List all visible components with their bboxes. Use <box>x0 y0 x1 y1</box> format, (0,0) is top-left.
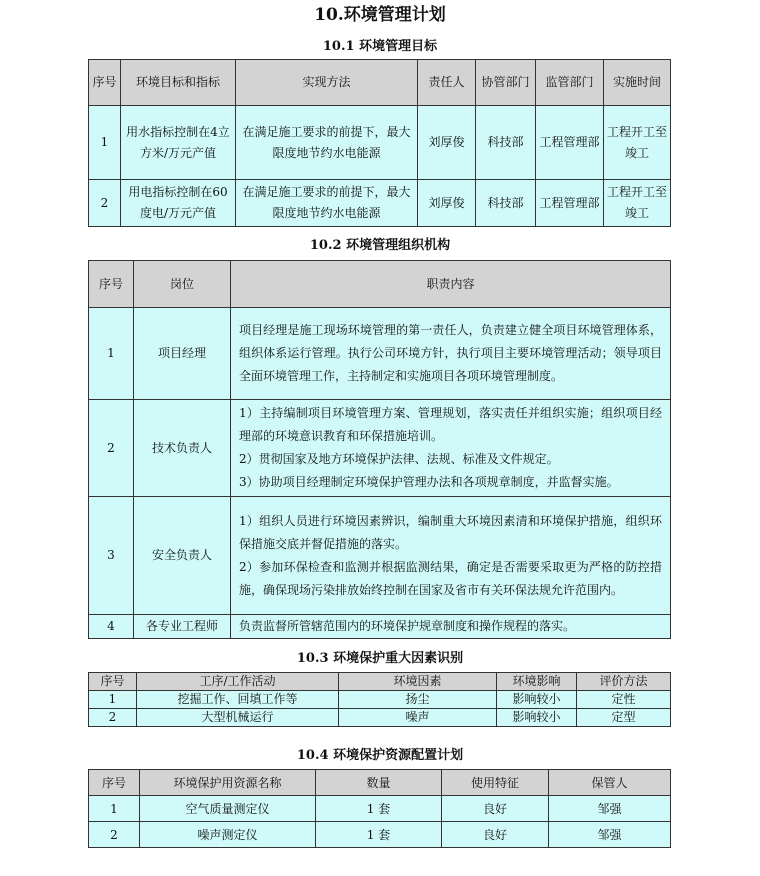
duty-text: 1）组织人员进行环境因素辨识，编制重大环境因素清和环境保护措施，组织环保措施交底并督促措施的落实。 <box>239 513 662 551</box>
resource-name-cell: 噪声测定仪 <box>140 822 316 848</box>
method-cell: 在满足施工要求的前提下，最大限度地节约水电能源 <box>236 106 418 180</box>
table-row <box>89 180 671 227</box>
target-cell: 用电指标控制在60度电/万元产值 <box>121 180 236 227</box>
header-cell: 保管人 <box>549 770 671 796</box>
keeper-cell: 邹强 <box>549 796 671 822</box>
post-cell: 技术负责人 <box>134 400 231 497</box>
header-cell: 岗位 <box>134 261 231 308</box>
duty-cell <box>231 497 671 615</box>
time-cell: 工程开工至竣工 <box>604 180 671 227</box>
duty-text: 2）贯彻国家及地方环境保护法律、法规、标准及文件规定。 <box>239 452 559 466</box>
impact-cell: 影响较小 <box>497 709 577 727</box>
environment-factors-table <box>88 672 671 727</box>
post-cell: 各专业工程师 <box>134 615 231 639</box>
duty-text: 1）主持编制项目环境管理方案、管理规划，落实责任并组织实施；组织项目经理部的环境意识教育和环保措施培训。 <box>239 406 662 443</box>
table-row <box>89 796 671 822</box>
section-heading-10-2: 10.2 环境管理组织机构 <box>309 238 451 253</box>
header-cell: 环境目标和指标 <box>121 60 236 106</box>
owner-cell: 刘厚俊 <box>418 180 476 227</box>
row-number: 1 <box>89 796 140 822</box>
table-row <box>89 691 671 709</box>
header-cell: 协管部门 <box>476 60 536 106</box>
section-heading-10-3: 10.3 环境保护重大因素识别 <box>296 651 464 666</box>
duty-cell <box>231 400 671 497</box>
duty-text: 3）协助项目经理制定环境保护管理办法和各项规章制度，并监督实施。 <box>239 475 619 489</box>
duty-text: 2）参加环保检查和监测并根据监测结果，确定是否需要采取更为严格的防控措施，确保现场污染排放始终控制在国家及省市有关环保法规允许范围内。 <box>239 559 662 597</box>
table-row <box>89 308 671 400</box>
table-row <box>89 106 671 180</box>
section-heading-10-1: 10.1 环境管理目标 <box>322 39 438 54</box>
impact-cell: 影响较小 <box>497 691 577 709</box>
owner-cell: 刘厚俊 <box>418 106 476 180</box>
header-cell: 环境保护用资源名称 <box>140 770 316 796</box>
header-cell: 使用特征 <box>442 770 549 796</box>
header-cell: 序号 <box>89 261 134 308</box>
supervise-dept-cell: 工程管理部 <box>536 180 604 227</box>
row-number: 4 <box>89 615 134 639</box>
duty-cell <box>231 615 671 639</box>
header-cell: 环境影响 <box>497 673 577 691</box>
row-number: 1 <box>89 308 134 400</box>
assist-dept-cell: 科技部 <box>476 106 536 180</box>
header-cell: 序号 <box>89 673 137 691</box>
organization-table <box>88 260 671 639</box>
table-row <box>89 615 671 639</box>
activity-cell: 挖掘工作、回填工作等 <box>137 691 339 709</box>
duty-text: 项目经理是施工现场环境管理的第一责任人，负责建立健全项目环境管理体系，组织体系运行管理。执行公司环境方针，执行项目主要环境管理活动；领导项目全面环境管理工作，主持制定和实施项目各项环境管理制度。 <box>239 323 662 383</box>
factor-cell: 扬尘 <box>339 691 497 709</box>
duty-cell <box>231 308 671 400</box>
header-cell: 序号 <box>89 60 121 106</box>
header-cell: 数量 <box>316 770 442 796</box>
header-cell: 监管部门 <box>536 60 604 106</box>
feature-cell: 良好 <box>442 822 549 848</box>
row-number: 1 <box>89 106 121 180</box>
row-number: 2 <box>89 180 121 227</box>
table-row <box>89 822 671 848</box>
post-cell: 安全负责人 <box>134 497 231 615</box>
row-number: 2 <box>89 400 134 497</box>
activity-cell: 大型机械运行 <box>137 709 339 727</box>
header-cell: 序号 <box>89 770 140 796</box>
header-cell: 环境因素 <box>339 673 497 691</box>
evaluation-cell: 定型 <box>577 709 671 727</box>
post-cell: 项目经理 <box>134 308 231 400</box>
header-cell: 实施时间 <box>604 60 671 106</box>
quantity-cell: 1 套 <box>316 796 442 822</box>
table-header-row <box>89 673 671 691</box>
resource-plan-table <box>88 769 671 848</box>
page-title: 10.环境管理计划 <box>314 5 446 25</box>
keeper-cell: 邹强 <box>549 822 671 848</box>
header-cell: 实现方法 <box>236 60 418 106</box>
row-number: 2 <box>89 709 137 727</box>
table-row <box>89 497 671 615</box>
header-cell: 职责内容 <box>231 261 671 308</box>
header-cell: 工序/工作活动 <box>137 673 339 691</box>
assist-dept-cell: 科技部 <box>476 180 536 227</box>
environment-targets-table <box>88 59 671 227</box>
row-number: 3 <box>89 497 134 615</box>
header-cell: 评价方法 <box>577 673 671 691</box>
evaluation-cell: 定性 <box>577 691 671 709</box>
resource-name-cell: 空气质量测定仪 <box>140 796 316 822</box>
table-row <box>89 709 671 727</box>
duty-text: 负责监督所管辖范围内的环境保护规章制度和操作规程的落实。 <box>239 619 576 633</box>
supervise-dept-cell: 工程管理部 <box>536 106 604 180</box>
target-cell: 用水指标控制在4立方米/万元产值 <box>121 106 236 180</box>
table-row <box>89 400 671 497</box>
row-number: 1 <box>89 691 137 709</box>
method-cell: 在满足施工要求的前提下，最大限度地节约水电能源 <box>236 180 418 227</box>
table-header-row <box>89 60 671 106</box>
feature-cell: 良好 <box>442 796 549 822</box>
quantity-cell: 1 套 <box>316 822 442 848</box>
header-cell: 责任人 <box>418 60 476 106</box>
factor-cell: 噪声 <box>339 709 497 727</box>
row-number: 2 <box>89 822 140 848</box>
section-heading-10-4: 10.4 环境保护资源配置计划 <box>296 748 464 763</box>
time-cell: 工程开工至竣工 <box>604 106 671 180</box>
table-header-row <box>89 770 671 796</box>
table-header-row <box>89 261 671 308</box>
